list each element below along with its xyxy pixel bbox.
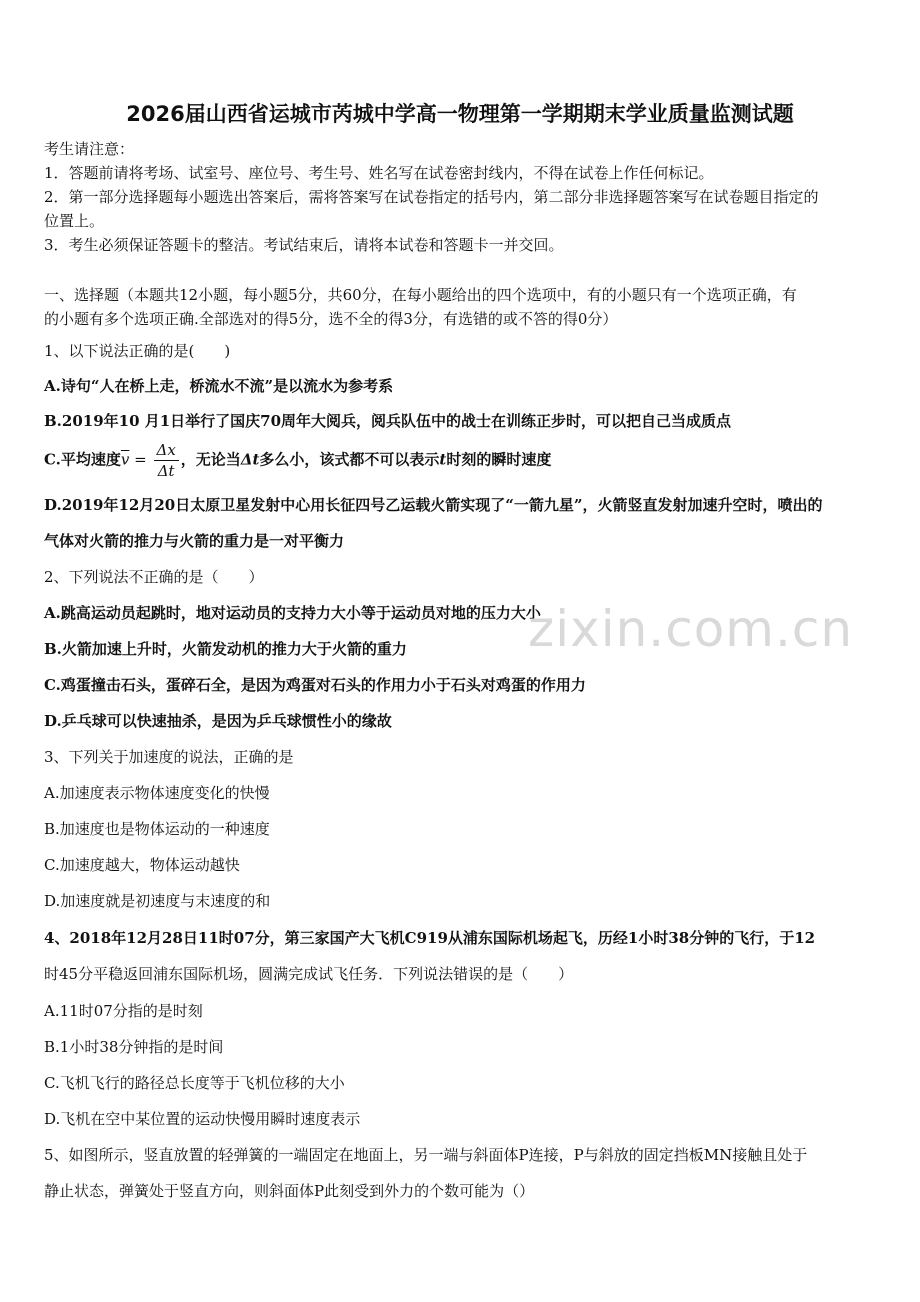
fraction-denominator: Δt [157, 462, 175, 480]
question-2-option-d: D.乒乓球可以快速抽杀，是因为乒乓球惯性小的缘故 [44, 712, 392, 730]
question-2-stem: 2、下列说法不正确的是（ ） [44, 568, 264, 586]
question-4-option-d: D.飞机在空中某位置的运动快慢用瞬时速度表示 [44, 1110, 361, 1128]
question-5-stem-line2: 静止状态，弹簧处于竖直方向，则斜面体P此刻受到外力的个数可能为（） [44, 1182, 535, 1200]
question-3-stem: 3、下列关于加速度的说法，正确的是 [44, 748, 294, 766]
page-title: 2026届山西省运城市芮城中学高一物理第一学期期末学业质量监测试题 [126, 102, 794, 126]
notice-heading: 考生请注意： [44, 140, 135, 158]
option-c-text-1: ，无论当 [180, 450, 241, 469]
question-1-option-c [44, 440, 884, 481]
question-3-option-b: B.加速度也是物体运动的一种速度 [44, 820, 270, 838]
notice-item-1: 1．答题前请将考场、试室号、座位号、考生号、姓名写在试卷密封线内，不得在试卷上作任何标记。 [44, 164, 714, 182]
average-velocity-symbol: $\overline{v}$ [120, 450, 130, 469]
section-instructions-line2: 的小题有多个选项正确.全部选对的得5分，选不全的得3分，有选错的或不答的得0分） [44, 310, 618, 328]
question-4-option-a: A.11时07分指的是时刻 [44, 1002, 203, 1020]
question-4-stem-line2: 时45分平稳返回浦东国际机场，圆满完成试飞任务．下列说法错误的是（ ） [44, 965, 574, 983]
question-4-stem-line1: 4、2018年12月28日11时07分，第三家国产大飞机C919从浦东国际机场起飞，历经1小时38分钟的飞行，于12 [44, 929, 816, 947]
question-1-option-a: A.诗句“人在桥上走，桥流水不流”是以流水为参考系 [44, 377, 394, 395]
question-1-option-b: B.2019年10 月1日举行了国庆70周年大阅兵，阅兵队伍中的战士在训练正步时，可以把自己当成质点 [44, 412, 732, 430]
notice-item-2-cont: 位置上。 [44, 212, 105, 230]
question-3-option-c: C.加速度越大，物体运动越快 [44, 856, 240, 874]
question-1-stem: 1、以下说法正确的是( ) [44, 342, 231, 360]
question-2-option-b: B.火箭加速上升时，火箭发动机的推力大于火箭的重力 [44, 640, 407, 658]
question-2-option-a: A.跳高运动员起跳时，地对运动员的支持力大小等于运动员对地的压力大小 [44, 604, 541, 622]
equals-sign: = [129, 450, 152, 469]
question-4-option-c: C.飞机飞行的路径总长度等于飞机位移的大小 [44, 1074, 345, 1092]
question-3-option-d: D.加速度就是初速度与末速度的和 [44, 892, 271, 910]
delta-t-symbol: Δt [240, 450, 260, 469]
option-c-text-3: 时刻的瞬时速度 [446, 450, 552, 469]
question-1-option-d-line1: D.2019年12月20日太原卫星发射中心用长征四号乙运载火箭实现了“一箭九星”，火箭竖直发射加速升空时，喷出的 [44, 496, 823, 514]
watermark: zixin.com.cn [528, 600, 854, 658]
question-2-option-c: C.鸡蛋撞击石头，蛋碎石全，是因为鸡蛋对石头的作用力小于石头对鸡蛋的作用力 [44, 676, 586, 694]
t-symbol: t [439, 450, 447, 469]
fraction-numerator: Δx [154, 440, 179, 461]
question-1-option-d-line2: 气体对火箭的推力与火箭的重力是一对平衡力 [44, 532, 345, 550]
question-3-option-a: A.加速度表示物体速度变化的快慢 [44, 784, 270, 802]
question-4-option-b: B.1小时38分钟指的是时间 [44, 1038, 224, 1056]
notice-item-2: 2．第一部分选择题每小题选出答案后，需将答案写在试卷指定的括号内，第二部分非选择题答案写在试卷题目指定的 [44, 188, 819, 206]
velocity-fraction [154, 440, 179, 481]
notice-item-3: 3．考生必须保证答题卡的整洁。考试结束后，请将本试卷和答题卡一并交回。 [44, 236, 564, 254]
question-5-stem-line1: 5、如图所示，竖直放置的轻弹簧的一端固定在地面上，另一端与斜面体P连接，P与斜放的固定挡板MN接触且处于 [44, 1146, 808, 1164]
section-instructions-line1: 一、选择题（本题共12小题，每小题5分，共60分，在每小题给出的四个选项中，有的小题只有一个选项正确，有 [44, 286, 797, 304]
option-c-text-2: 多么小，该式都不可以表示 [259, 450, 440, 469]
option-c-prefix: C.平均速度 [44, 450, 121, 469]
